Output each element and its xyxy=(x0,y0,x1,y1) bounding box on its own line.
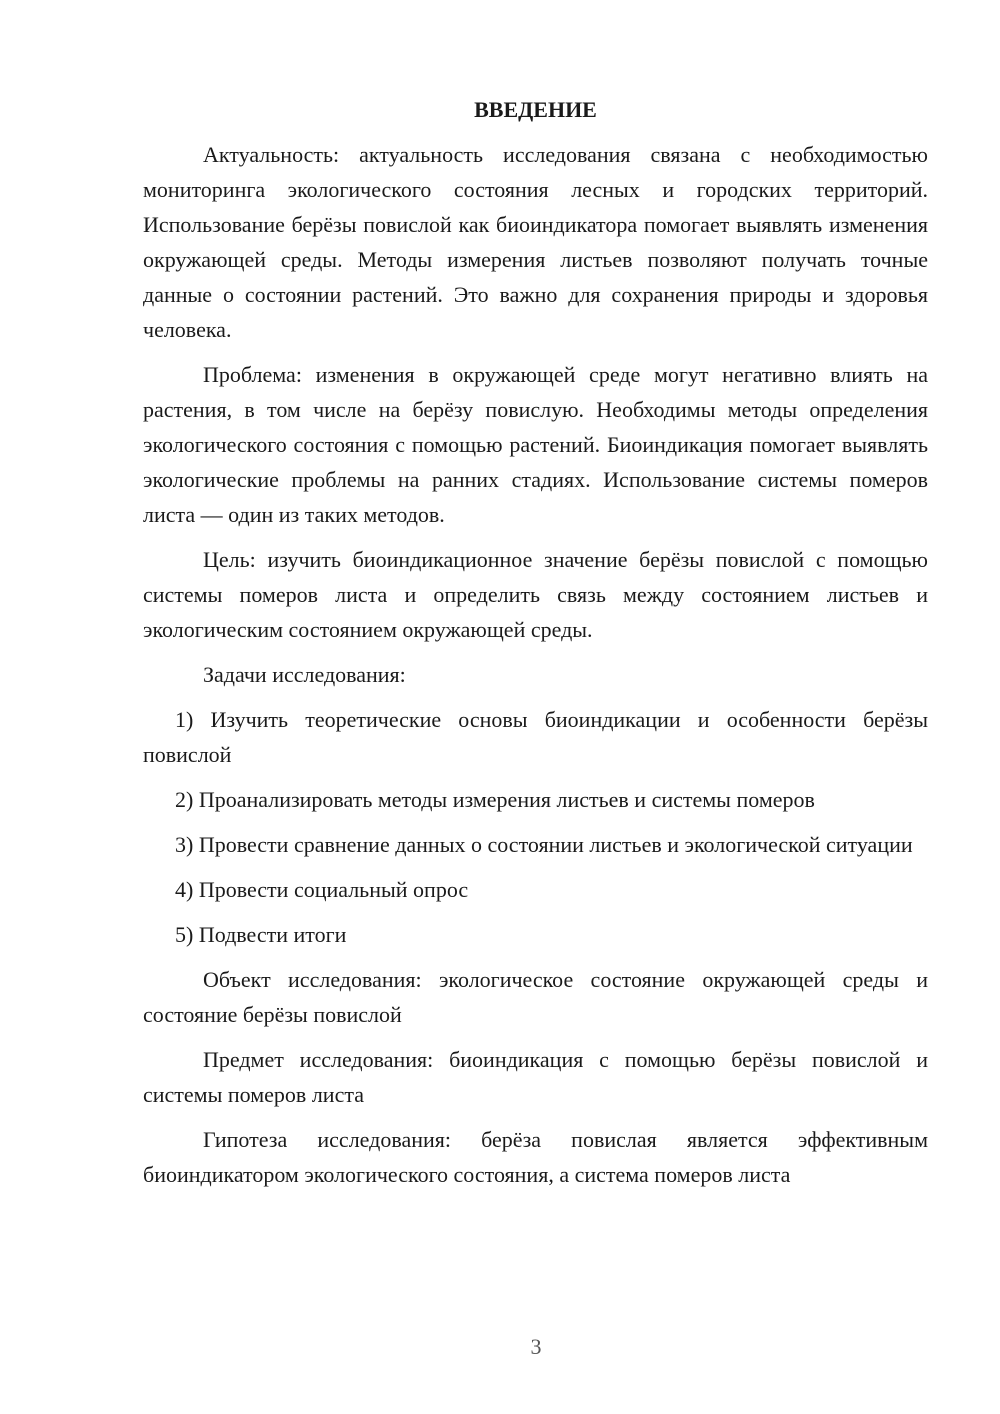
paragraph-goal: Цель: изучить биоиндикационное значение берёзы повислой с помощью системы померов листа и определить связь между состоянием листьев и экологическим состоянием окружающей среды. xyxy=(143,547,928,642)
task-item-2: 2) Проанализировать методы измерения листьев и системы померов xyxy=(175,787,815,812)
task-item-1: 1) Изучить теоретические основы биоиндикации и особенности берёзы повислой xyxy=(143,707,928,767)
task-item-3: 3) Провести сравнение данных о состоянии листьев и экологической ситуации xyxy=(175,832,913,857)
page-number: 3 xyxy=(530,1334,542,1359)
section-title: ВВЕДЕНИЕ xyxy=(474,97,597,122)
tasks-heading: Задачи исследования: xyxy=(203,662,406,687)
paragraph-problem: Проблема: изменения в окружающей среде могут негативно влиять на растения, в том числе на берёзу повислую. Необходимы методы определения экологического состояния с помощью растений. Биоиндикация помогает выявлять экологические проблемы на ранних стадиях. Использование системы померов листа — один из таких методов. xyxy=(143,362,928,527)
document-page xyxy=(143,92,928,1202)
paragraph-object: Объект исследования: экологическое состояние окружающей среды и состояние берёзы повислой xyxy=(143,967,928,1027)
task-item-4: 4) Провести социальный опрос xyxy=(175,877,469,902)
paragraph-relevance: Актуальность: актуальность исследования связана с необходимостью мониторинга экологического состояния лесных и городских территорий. Использование берёзы повислой как биоиндикатора помогает выявлять изменения окружающей среды. Методы измерения листьев позволяют получать точные данные о состоянии растений. Это важно для сохранения природы и здоровья человека. xyxy=(143,142,928,342)
paragraph-hypothesis: Гипотеза исследования: берёза повислая является эффективным биоиндикатором экологического состояния, а система померов листа xyxy=(143,1127,928,1187)
task-item-5: 5) Подвести итоги xyxy=(175,922,347,947)
paragraph-subject: Предмет исследования: биоиндикация с помощью берёзы повислой и системы померов листа xyxy=(143,1047,928,1107)
